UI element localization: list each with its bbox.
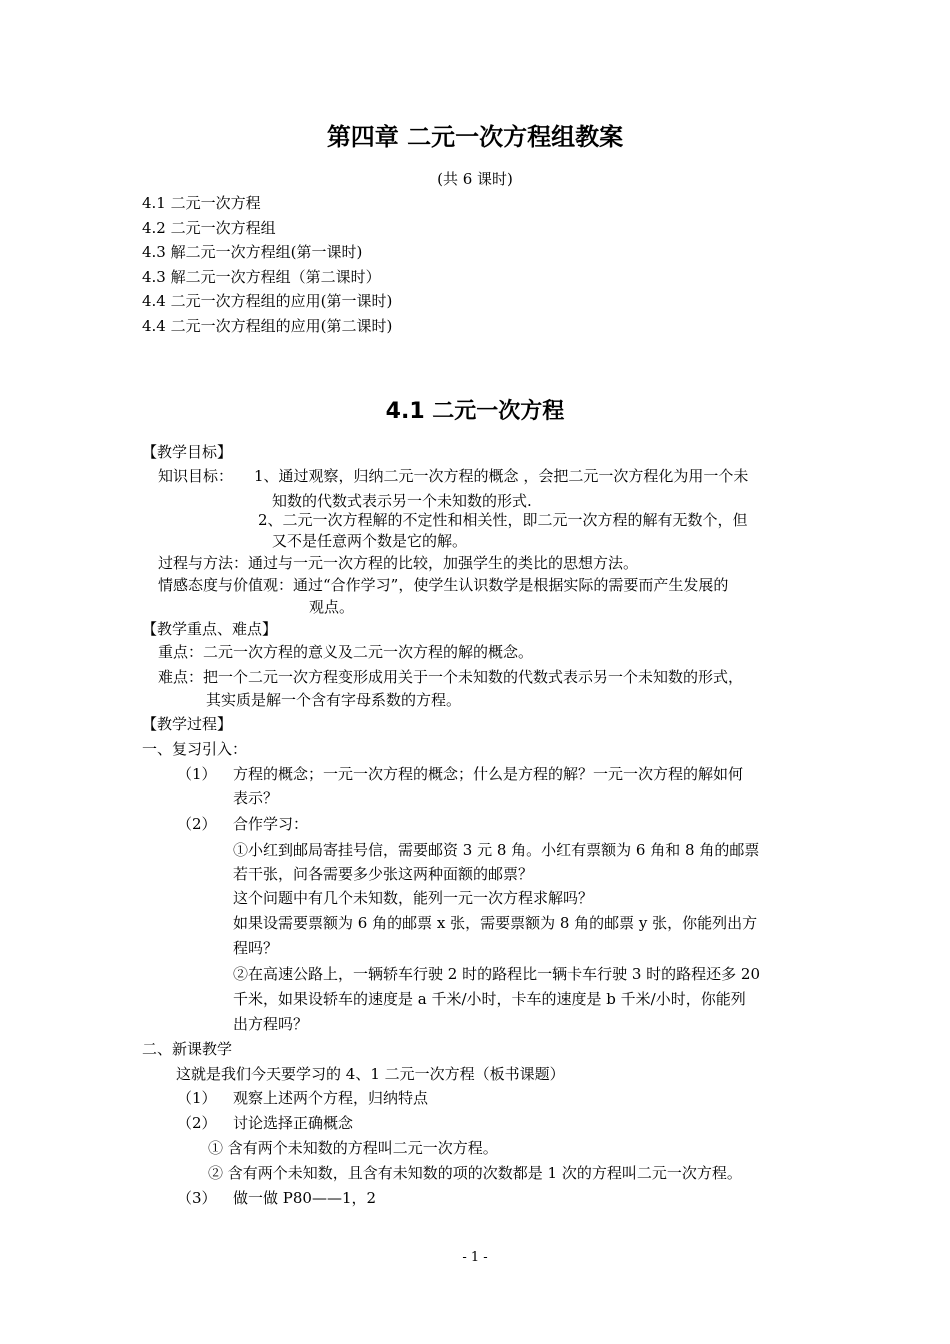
paragraph-line: 千米，如果设轿车的速度是 a 千米/小时，卡车的速度是 b 千米/小时，你能列 [233, 990, 746, 1008]
paragraph-line: 观察上述两个方程，归纳特点 [233, 1089, 429, 1107]
subtitle: (共 6 课时) [437, 170, 513, 188]
paragraph-line: 讨论选择正确概念 [233, 1114, 354, 1132]
process-heading: 【教学过程】 [142, 715, 233, 733]
paragraph-line: 重点：二元一次方程的意义及二元一次方程的解的概念。 [158, 643, 534, 661]
paragraph-line: 过程与方法：通过与一元一次方程的比较，加强学生的类比的思想方法。 [158, 554, 639, 572]
paragraph-line: 若干张，问各需要多少张这两种面额的邮票？ [233, 865, 534, 883]
section-title: 4.1 二元一次方程 [385, 399, 565, 424]
paragraph-line: 这就是我们今天要学习的 4、1 二元一次方程（板书课题） [176, 1065, 565, 1083]
paragraph-line: 程吗？ [233, 939, 279, 957]
paragraph-line: 难点：把一个二元一次方程变形成用关于一个未知数的代数式表示另一个未知数的形式， [158, 668, 744, 686]
item-number: （3） [177, 1189, 217, 1207]
paragraph-line: 出方程吗？ [233, 1015, 309, 1033]
item-number: （1） [177, 765, 217, 783]
item-number: （2） [177, 815, 217, 833]
paragraph-line: 表示？ [233, 789, 279, 807]
paragraph-line: ①小红到邮局寄挂号信，需要邮资 3 元 8 角。小红有票额为 6 角和 8 角的邮票 [233, 841, 760, 859]
review-heading: 一、复习引入： [142, 740, 248, 758]
toc-item: 4.4 二元一次方程组的应用(第一课时) [142, 292, 393, 310]
toc-item: 4.1 二元一次方程 [142, 194, 261, 212]
paragraph-line: ②在高速公路上，一辆轿车行驶 2 时的路程比一辆卡车行驶 3 时的路程还多 20 [233, 965, 761, 983]
goals-heading: 【教学目标】 [142, 443, 233, 461]
paragraph-line: 方程的概念；一元一次方程的概念；什么是方程的解？一元一次方程的解如何 [233, 765, 744, 783]
paragraph-line: 其实质是解一个含有字母系数的方程。 [206, 691, 462, 709]
toc-item: 4.3 解二元一次方程组（第二课时） [142, 268, 381, 286]
paragraph-line: 做一做 P80——1，2 [233, 1189, 377, 1207]
paragraph-line: 知数的代数式表示另一个未知数的形式. [272, 492, 532, 510]
paragraph-line: 又不是任意两个数是它的解。 [272, 532, 468, 550]
paragraph-line: 合作学习： [233, 815, 309, 833]
paragraph-line: ② 含有两个未知数，且含有未知数的项的次数都是 1 次的方程叫二元一次方程。 [208, 1164, 742, 1182]
paragraph-line: 2、二元一次方程解的不定性和相关性，即二元一次方程的解有无数个，但 [258, 511, 748, 529]
key-heading: 【教学重点、难点】 [142, 620, 278, 638]
paragraph-line: 这个问题中有几个未知数，能列一元一次方程求解吗？ [233, 889, 594, 907]
paragraph-line: 情感态度与价值观：通过“合作学习”，使学生认识数学是根据实际的需要而产生发展的 [158, 576, 729, 594]
paragraph-line: 1、通过观察，归纳二元一次方程的概念 ，会把二元一次方程化为用一个未 [254, 467, 749, 485]
page-number: - 1 - [462, 1250, 488, 1265]
paragraph-line: ① 含有两个未知数的方程叫二元一次方程。 [208, 1139, 498, 1157]
chapter-title: 第四章 二元一次方程组教案 [326, 123, 624, 151]
knowledge-label: 知识目标： [158, 467, 234, 485]
toc-item: 4.2 二元一次方程组 [142, 219, 276, 237]
item-number: （2） [177, 1114, 217, 1132]
toc-item: 4.3 解二元一次方程组(第一课时) [142, 243, 363, 261]
paragraph-line: 观点。 [309, 598, 355, 616]
item-number: （1） [177, 1089, 217, 1107]
new-heading: 二、新课教学 [142, 1040, 233, 1058]
paragraph-line: 如果设需要票额为 6 角的邮票 x 张，需要票额为 8 角的邮票 y 张，你能列出方 [233, 914, 758, 932]
toc-item: 4.4 二元一次方程组的应用(第二课时) [142, 317, 393, 335]
